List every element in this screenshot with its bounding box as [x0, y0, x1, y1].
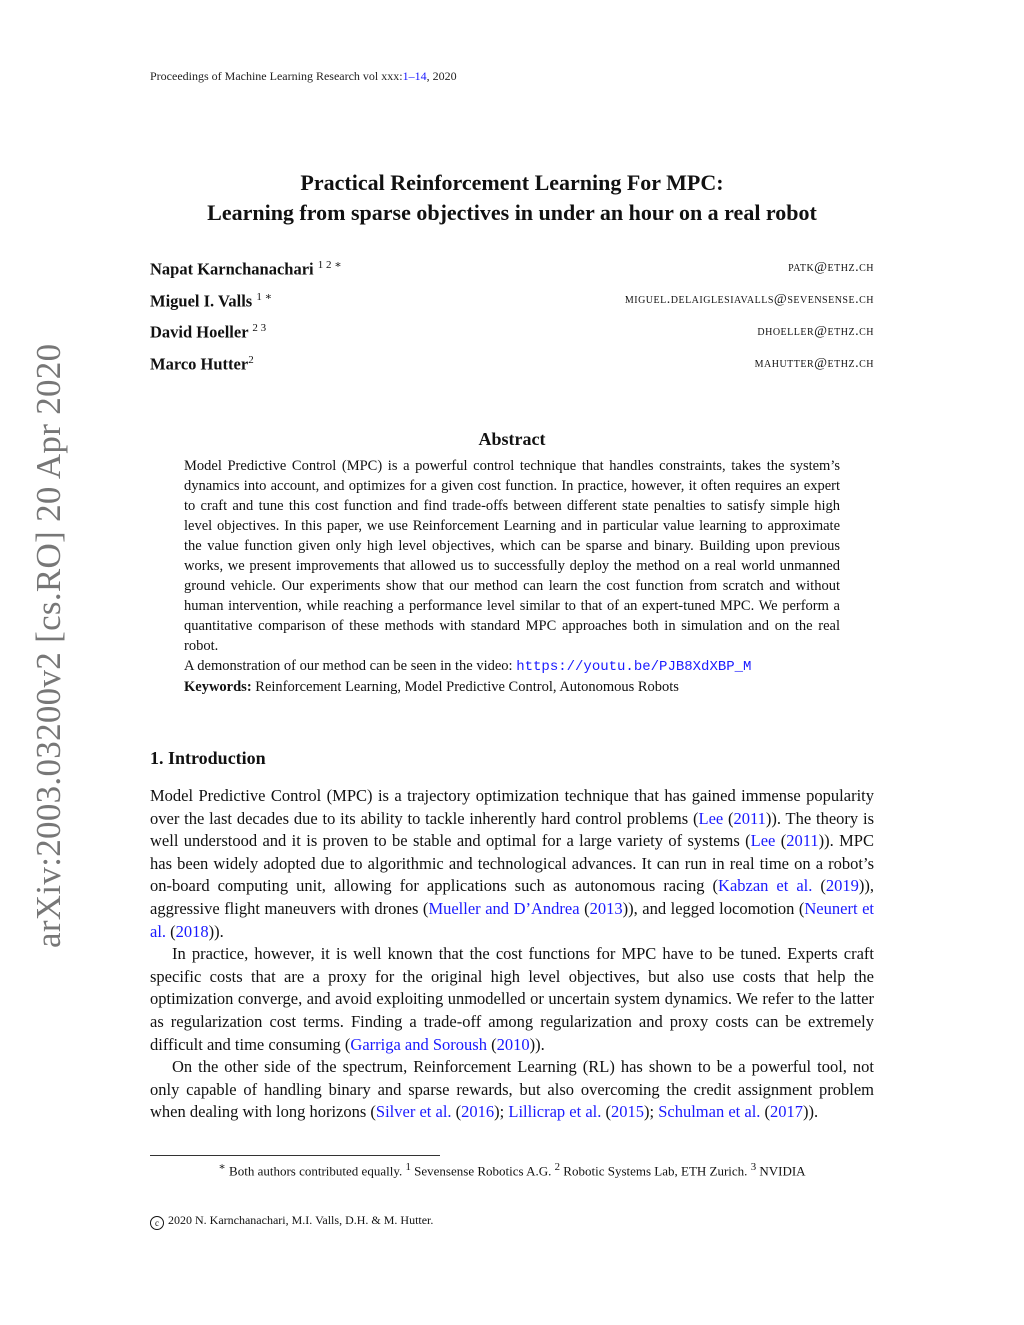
citation-link[interactable]: Kabzan et al.	[718, 876, 813, 896]
author-row	[150, 322, 874, 346]
text-run: (	[723, 808, 734, 828]
intro-body	[150, 785, 874, 1124]
citation-year-link[interactable]: 2018	[175, 921, 209, 941]
citation-link[interactable]: Lee	[750, 831, 776, 851]
arxiv-stamp: arXiv:2003.03200v2 [cs.RO] 20 Apr 2020	[29, 343, 68, 948]
author-email[interactable]: patk@ethz.ch	[788, 260, 874, 275]
author-email[interactable]: miguel.delaiglesiavalls@sevensense.ch	[624, 292, 874, 307]
text-run: (	[812, 876, 826, 896]
keywords-text: Reinforcement Learning, Model Predictive Control, Autonomous Robots	[251, 679, 679, 695]
author-affiliation: 2	[248, 354, 254, 366]
author-row	[150, 258, 874, 282]
text-run: )), and legged locomotion (	[622, 898, 805, 918]
proceedings-header	[150, 69, 457, 84]
citation-year-link[interactable]: 2016	[461, 1102, 495, 1122]
demo-prefix: A demonstration of our method can be seen in the video:	[184, 658, 517, 674]
intro-paragraph-3	[150, 1056, 874, 1124]
intro-paragraph-1	[150, 785, 874, 943]
author-email[interactable]: mahutter@ethz.ch	[754, 356, 874, 371]
text-run: (	[601, 1102, 611, 1122]
text-run: )). MPC has been widely adopted due to algorithmic and technological advances. It can run in real time on a robot’s on-board computing unit, allowing for applications such as autonomous racing (	[150, 831, 874, 896]
author-name-text: David Hoeller	[150, 322, 249, 342]
video-link[interactable]: https://youtu.be/PJB8XdXBP_M	[516, 659, 752, 675]
footnote-text: Both authors contributed equally.	[225, 1163, 406, 1179]
text-run: Model Predictive Control (MPC) is a trajectory optimization technique that has gained immense popularity over the last decades due to its ability to tackle inherently hard control problems (	[150, 786, 874, 828]
citation-year-link[interactable]: 2019	[825, 876, 859, 896]
title-line-1: Practical Reinforcement Learning For MPC:	[300, 170, 724, 195]
author-affiliation: 1 ∗	[256, 291, 273, 303]
author-affiliation: 1 2 ∗	[317, 259, 342, 271]
text-run: );	[644, 1102, 659, 1122]
footnote-divider	[150, 1155, 440, 1156]
text-run: (	[486, 1034, 497, 1054]
author-name	[150, 290, 272, 312]
abstract-heading: Abstract	[478, 429, 546, 449]
text-run: )).	[208, 921, 224, 941]
text-run: (	[760, 1102, 771, 1122]
citation-year-link[interactable]: 2011	[786, 831, 819, 851]
citation-year-link[interactable]: 2010	[496, 1034, 530, 1054]
footnote-marker: ∗	[218, 1161, 226, 1173]
keywords-label: Keywords:	[184, 679, 252, 695]
text-run: )). The theory is well understood and it is proven to be stable and optimal for a large variety of systems (	[150, 808, 874, 851]
page-range-link[interactable]: 1–14	[402, 69, 427, 83]
keywords-line	[184, 677, 840, 697]
author-row	[150, 354, 874, 378]
citation-link[interactable]: Mueller and D’Andrea	[428, 898, 580, 918]
author-name-text: Napat Karnchanachari	[150, 259, 314, 279]
citation-link[interactable]: Silver et al.	[375, 1102, 452, 1122]
citation-year-link[interactable]: 2017	[770, 1102, 804, 1122]
citation-link[interactable]: Lee	[698, 808, 724, 828]
text-run: )), aggressive flight maneuvers with drones (	[150, 876, 875, 918]
text-run: )).	[803, 1102, 819, 1122]
citation-link[interactable]: Neunert et al.	[150, 898, 874, 941]
footnote-marker: 3	[750, 1161, 757, 1173]
footnote-text: NVIDIA	[756, 1163, 806, 1179]
text-run: );	[494, 1102, 509, 1122]
demo-line	[184, 656, 840, 677]
citation-link[interactable]: Garriga and Soroush	[350, 1034, 487, 1054]
proceedings-text: Proceedings of Machine Learning Research vol xxx:	[150, 69, 403, 83]
author-name	[150, 258, 342, 280]
text-run: On the other side of the spectrum, Reinforcement Learning (RL) has shown to be a powerful tool, not only capable of handling binary and sparse rewards, but also overcoming the credit assignment problem when dealing with long horizons (	[150, 1057, 874, 1122]
citation-year-link[interactable]: 2011	[733, 808, 766, 828]
copyright-line	[150, 1213, 433, 1230]
abstract-text: Model Predictive Control (MPC) is a powerful control technique that handles constraints, takes the system’s dynamics into account, and optimizes for a given cost function. In practice, however, it often requires an expert to craft and tune this cost function and find trade-offs between different state penalties to satisfy simple high level objectives. In this paper, we use Reinforcement Learning and in particular value learning to approximate the value function given only high level objectives, which can be sparse and binary. Building upon previous works, we present improvements that allowed us to successfully deploy the method on a real world unmanned ground vehicle. Our experiments show that our method can learn the cost function from scratch and without human intervention, while reaching a performance level similar to that of an expert-tuned MPC. We perform a quantitative comparison of these methods with standard MPC approaches both in simulation and on the real robot.	[184, 458, 840, 654]
citation-year-link[interactable]: 2015	[611, 1102, 644, 1122]
author-name-text: Marco Hutter	[150, 354, 249, 374]
author-row	[150, 290, 874, 314]
text-run: (	[166, 921, 176, 941]
footnote-text: Sevensense Robotics A.G.	[410, 1163, 555, 1179]
text-run: (	[579, 898, 590, 918]
title-line-2: Learning from sparse objectives in under an hour on a real robot	[207, 200, 817, 225]
text-run: (	[451, 1102, 462, 1122]
intro-paragraph-2	[150, 943, 874, 1056]
abstract-body	[184, 456, 840, 697]
text-run: (	[775, 831, 787, 851]
copyright-icon: c	[150, 1216, 164, 1230]
section-heading: 1. Introduction	[150, 748, 266, 768]
paper-title	[150, 168, 874, 228]
author-name	[150, 322, 266, 343]
author-name-text: Miguel I. Valls	[150, 291, 253, 311]
copyright-text: 2020 N. Karnchanachari, M.I. Valls, D.H. & M. Hutter.	[168, 1213, 434, 1227]
author-name	[150, 354, 254, 375]
footnote-marker: 2	[554, 1161, 561, 1173]
text-run: In practice, however, it is well known that the cost functions for MPC have to be tuned. Experts craft specific costs that are a proxy for the original high level objectives, but also use costs that help the optimization converge, and avoid exploiting unmodelled or uncertain system dynamics. We refer to the latter as regularization cost terms. Finding a trade-off among regularization and proxy costs can be extremely difficult and time consuming (	[150, 944, 874, 1054]
footnote-text: Robotic Systems Lab, ETH Zurich.	[560, 1163, 751, 1179]
author-email[interactable]: dhoeller@ethz.ch	[757, 324, 874, 339]
footnote	[150, 1160, 874, 1179]
footnote-marker: 1	[405, 1161, 411, 1173]
citation-year-link[interactable]: 2013	[589, 898, 623, 918]
citation-link[interactable]: Schulman et al.	[658, 1102, 761, 1122]
proceedings-year: , 2020	[426, 69, 457, 83]
author-affiliation: 2 3	[252, 322, 267, 334]
citation-link[interactable]: Lillicrap et al.	[508, 1102, 602, 1122]
text-run: )).	[529, 1034, 545, 1054]
